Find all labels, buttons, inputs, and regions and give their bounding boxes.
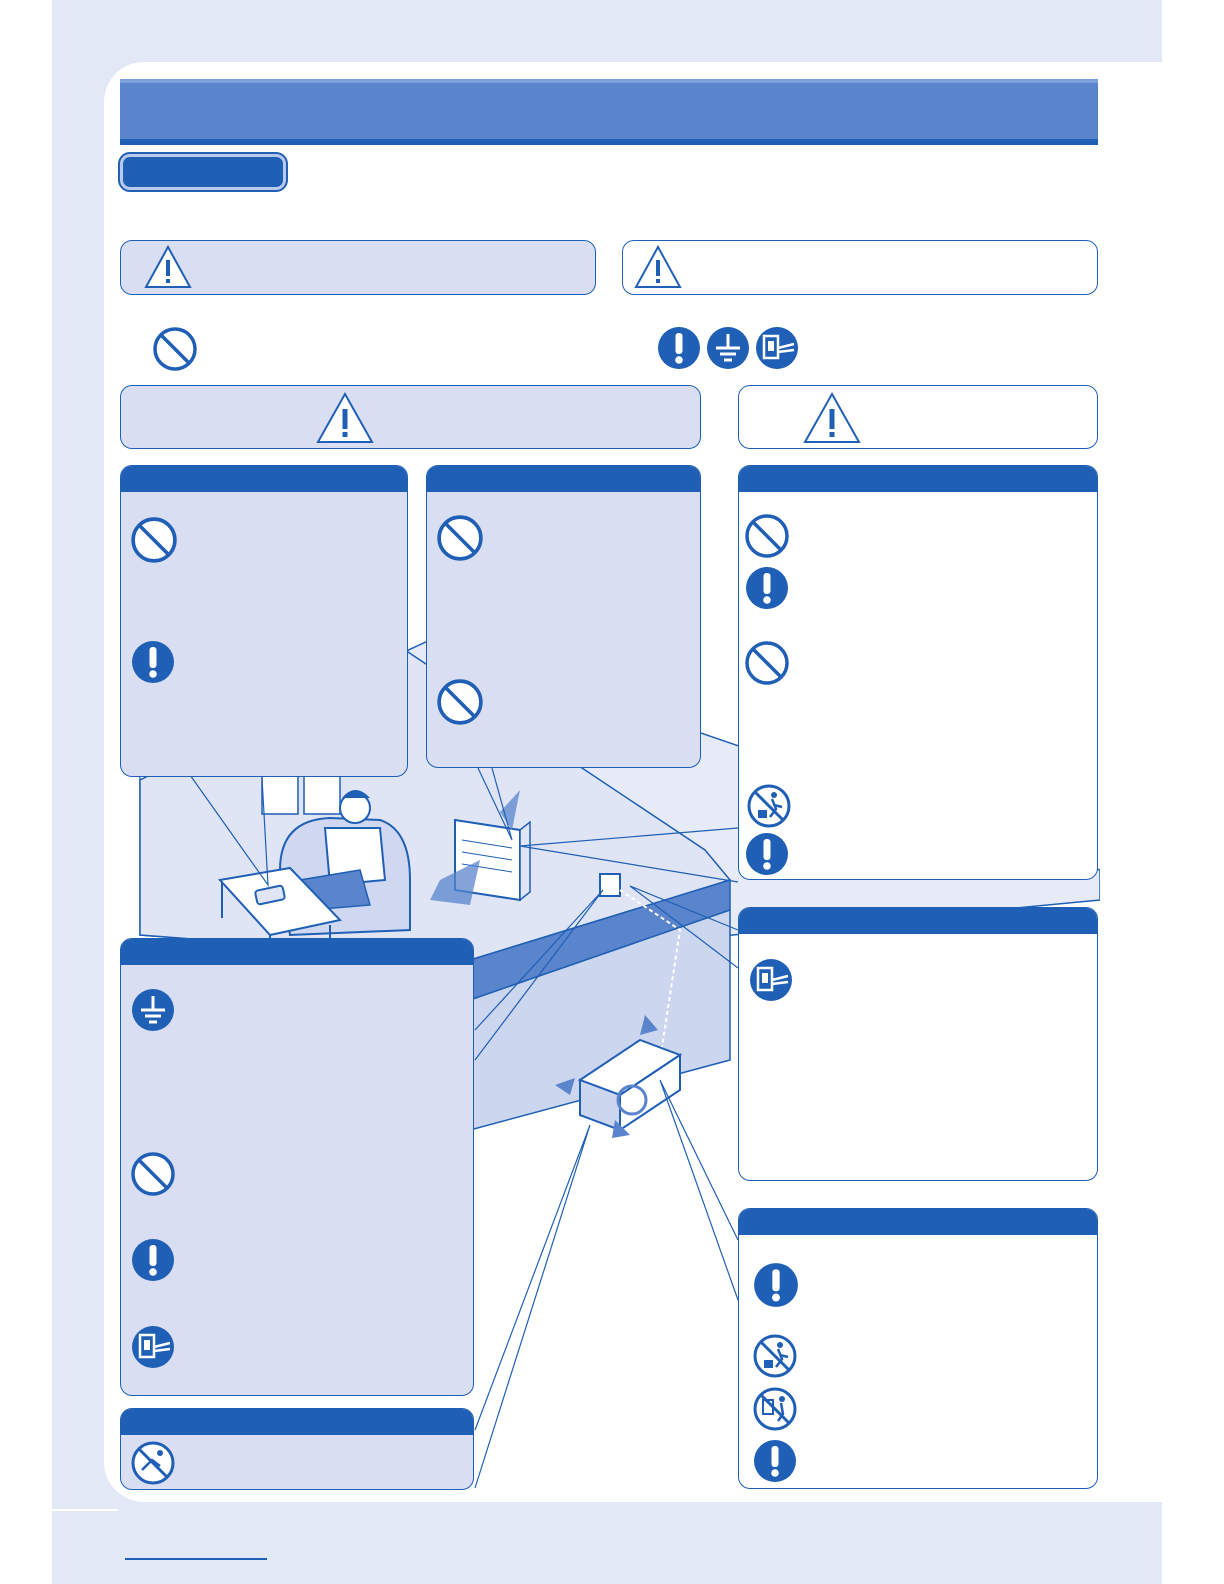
- mandatory-exclamation-icon: [130, 1238, 176, 1282]
- caution-panel-indoor: [738, 465, 1098, 880]
- panel-header: [739, 1209, 1097, 1235]
- panel-header: [739, 466, 1097, 492]
- no-touch-icon: [746, 783, 792, 829]
- mandatory-exclamation-icon: [752, 1262, 800, 1308]
- unplug-icon: [754, 326, 800, 370]
- warning-triangle-icon: [144, 244, 192, 290]
- page-margin: [0, 0, 52, 1584]
- panel-header: [121, 939, 473, 965]
- warning-triangle-icon: [634, 244, 682, 290]
- no-touch-icon: [752, 1386, 798, 1432]
- unplug-icon: [130, 1325, 176, 1369]
- ground-icon: [705, 326, 751, 370]
- prohibited-icon: [130, 1151, 176, 1197]
- no-touch-icon: [752, 1333, 798, 1379]
- no-touch-icon: [130, 1440, 176, 1486]
- panel-header: [121, 1409, 473, 1435]
- prohibited-icon: [436, 514, 484, 562]
- mandatory-exclamation-icon: [656, 326, 702, 370]
- footer-tick: [52, 1509, 118, 1511]
- ground-icon: [130, 988, 176, 1032]
- warning-panel-remote: [120, 465, 408, 777]
- mandatory-exclamation-icon: [752, 1439, 798, 1483]
- section-tab-label: [120, 154, 286, 190]
- mandatory-exclamation-icon: [744, 832, 790, 876]
- warning-triangle-icon: [316, 391, 374, 445]
- section-header-bar: [120, 79, 1098, 145]
- caution-panel-power: [738, 907, 1098, 1181]
- panel-header: [739, 908, 1097, 934]
- unplug-icon: [748, 958, 794, 1002]
- prohibited-icon: [744, 513, 790, 559]
- mandatory-exclamation-icon: [130, 640, 176, 684]
- prohibited-icon: [744, 640, 790, 686]
- caution-header-box: [738, 385, 1098, 449]
- footer-rule: [125, 1558, 267, 1560]
- prohibited-icon: [152, 326, 198, 372]
- mandatory-exclamation-icon: [744, 566, 790, 610]
- prohibited-icon: [130, 516, 178, 564]
- caution-legend-box: [622, 240, 1098, 295]
- warning-header-box: [120, 385, 701, 449]
- panel-header: [427, 466, 700, 492]
- warning-triangle-icon: [803, 391, 861, 445]
- panel-header: [121, 466, 407, 492]
- prohibited-icon: [436, 678, 484, 726]
